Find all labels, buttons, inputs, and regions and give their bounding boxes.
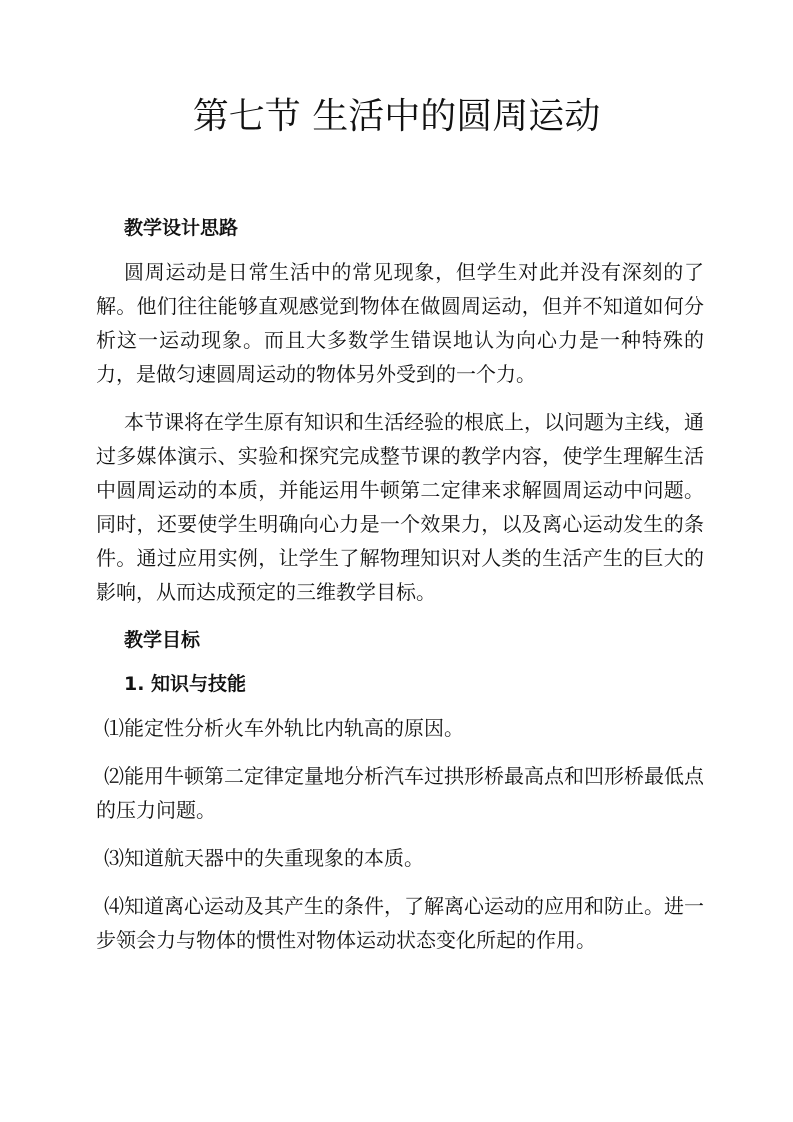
goal-item-2: ⑵能用牛顿第二定律定量地分析汽车过拱形桥最高点和凹形桥最低点的压力问题。 [96, 764, 704, 822]
page-title: 第七节 生活中的圆周运动 [192, 96, 601, 137]
goal-item-3: ⑶知道航天器中的失重现象的本质。 [104, 846, 424, 870]
document-body [96, 211, 704, 971]
section-heading-goals: 教学目标 [124, 629, 201, 651]
paragraph-design-2: 本节课将在学生原有知识和生活经验的根底上，以问题为主线，通过多媒体演示、实验和探究完成整节课的教学内容，使学生理解生活中圆周运动的本质，并能运用牛顿第二定律来求解圆周运动中问题。同时，还要使学生明确向心力是一个效果力，以及离心运动发生的条件。通过应用实例，让学生了解物理知识对人类的生活产生的巨大的影响，从而达成预定的三维教学目标。 [96, 410, 704, 604]
goal-item-4: ⑷知道离心运动及其产生的条件，了解离心运动的应用和防止。进一步领会力与物体的惯性对物体运动状态变化所起的作用。 [96, 894, 704, 952]
subheading-knowledge-skills: 1. 知识与技能 [124, 673, 247, 695]
goal-item-1: ⑴能定性分析火车外轨比内轨高的原因。 [104, 716, 464, 740]
section-heading-design: 教学设计思路 [124, 217, 239, 239]
paragraph-design-1: 圆周运动是日常生活中的常见现象，但学生对此并没有深刻的了解。他们往往能够直观感觉到物体在做圆周运动，但并不知道如何分析这一运动现象。而且大多数学生错误地认为向心力是一种特殊的力，是做匀速圆周运动的物体另外受到的一个力。 [96, 260, 704, 386]
